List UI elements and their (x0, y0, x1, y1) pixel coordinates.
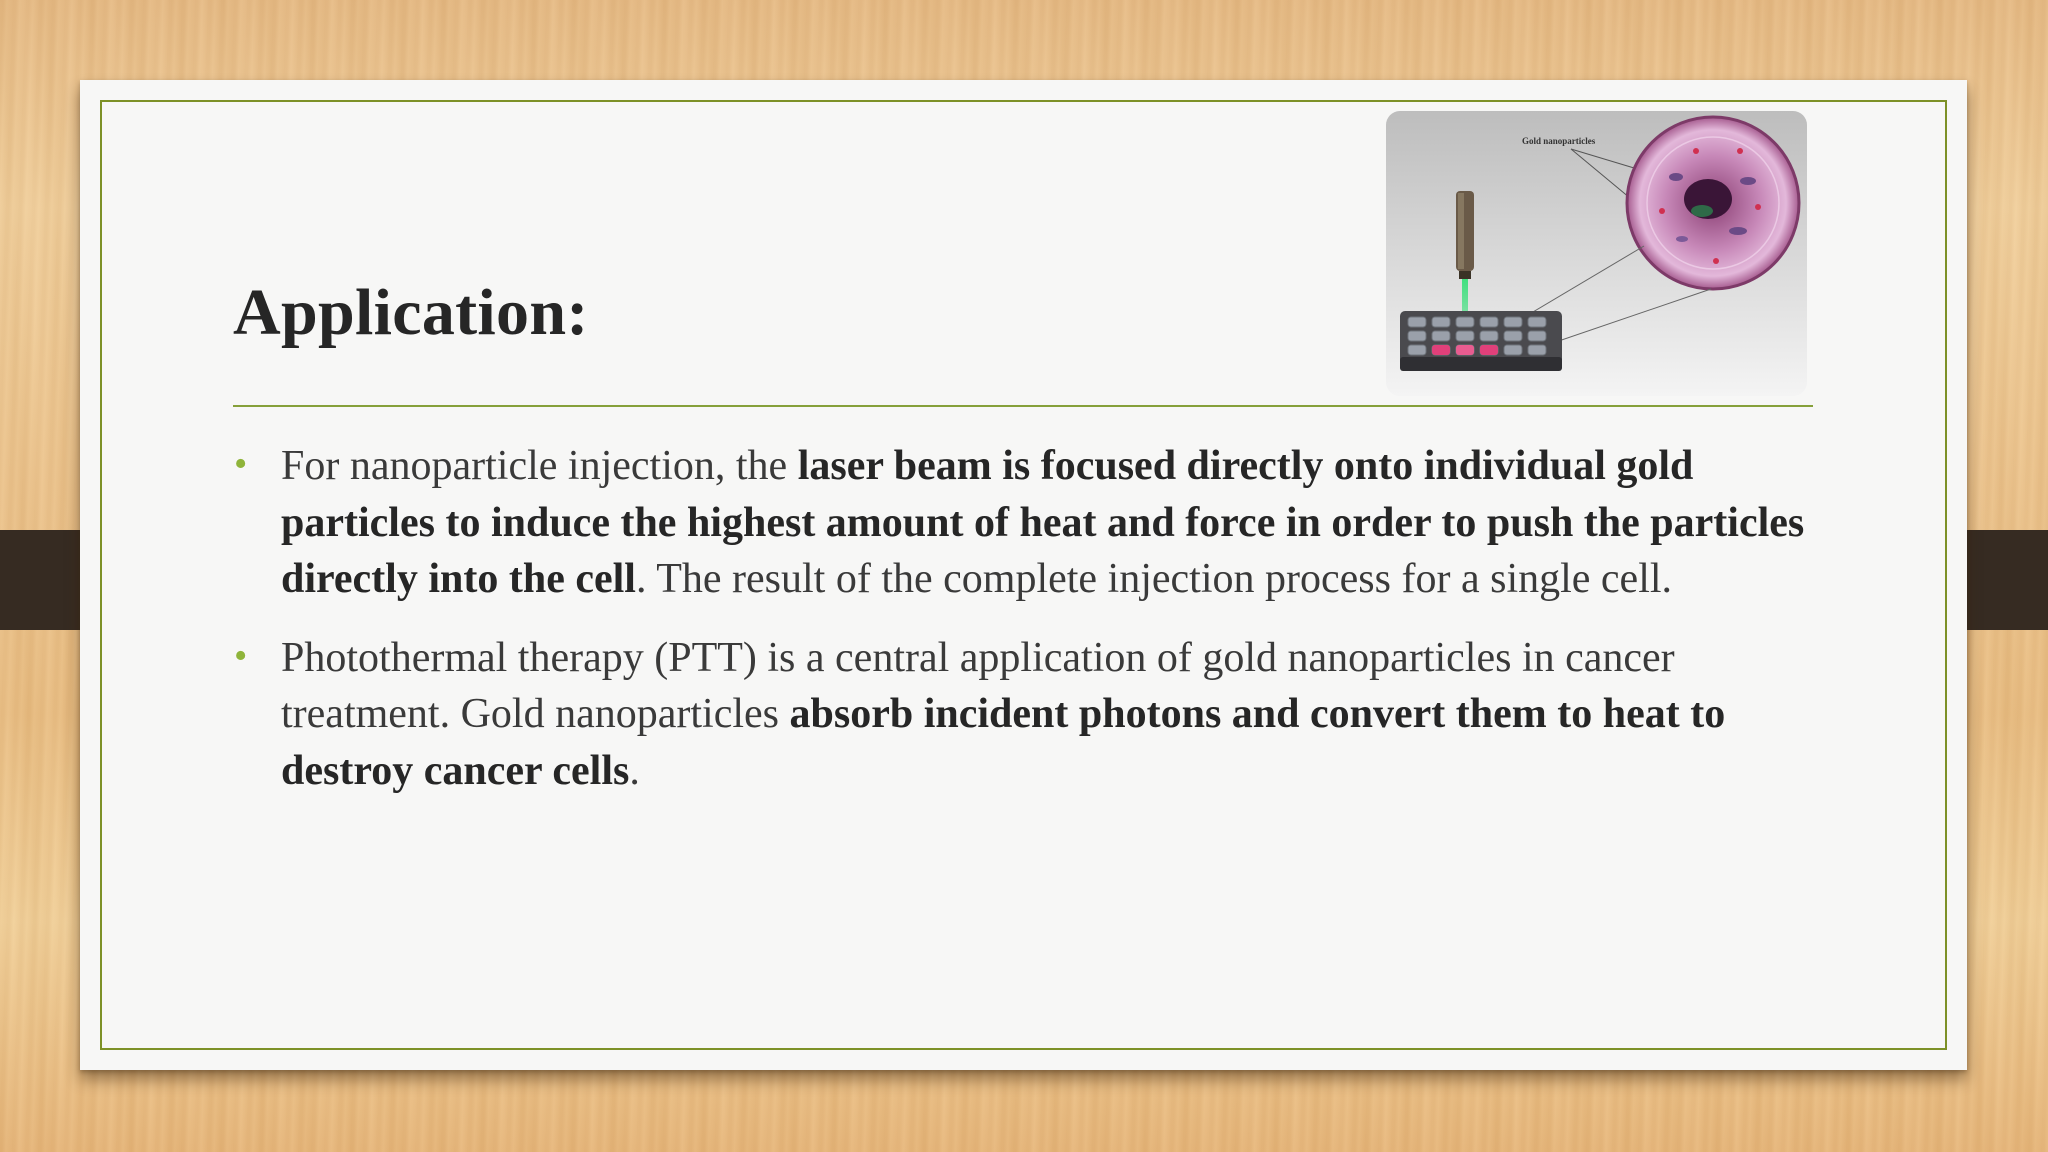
gold-nanoparticles-label: Gold nanoparticles (1522, 136, 1596, 146)
bullet-item-laser-injection (233, 438, 1853, 608)
slide-title: Application: (233, 276, 589, 349)
bullet-text (281, 443, 1804, 602)
bullet-dot-icon: • (234, 443, 248, 485)
laser-nanoparticle-image (1386, 111, 1807, 396)
title-divider (233, 405, 1813, 407)
bullet-text (281, 635, 1725, 794)
bold-text-segment: laser beam is focused directly onto individual gold particles to induce the highest amount of heat and force in order to push the particles directly into the cell (281, 443, 1805, 602)
bullet-dot-icon: • (234, 634, 248, 677)
slide (80, 80, 1967, 1070)
bullet-item-photothermal-therapy (233, 630, 1853, 800)
text-segment: For nanoparticle injection, the (281, 443, 798, 489)
bold-text-segment: absorb incident photons and convert them to heat to destroy cancer cells (281, 691, 1726, 794)
text-segment: . The result of the complete injection process for a single cell. (635, 556, 1673, 602)
bullet-list (233, 438, 1853, 821)
text-segment: . (629, 747, 640, 794)
text-segment: Photothermal therapy (PTT) is a central application of gold nanoparticles in cancer treatment. Gold nanoparticles (281, 634, 1675, 737)
